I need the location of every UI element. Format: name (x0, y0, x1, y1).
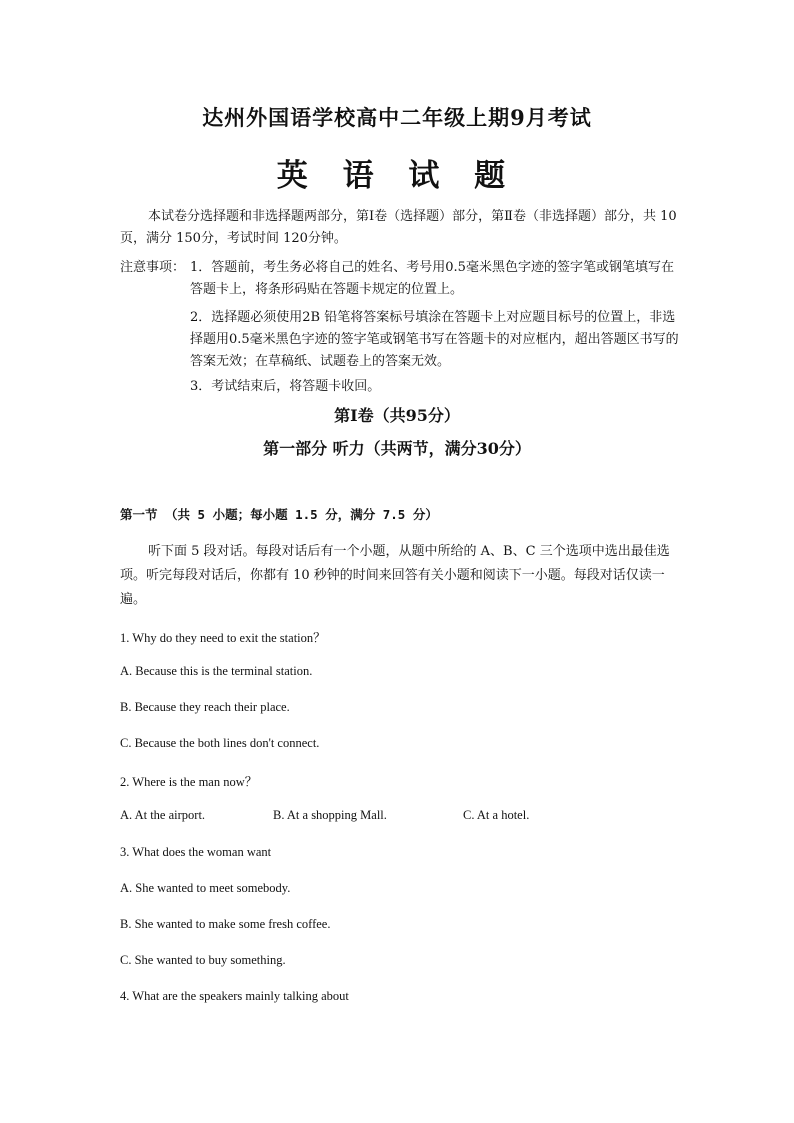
question-3-stem: 3. What does the woman want (120, 845, 272, 859)
question-1-stem: 1. Why do they need to exit the station？ (120, 631, 326, 645)
note-item-3: 3．考试结束后，将答题卡收回。 (190, 379, 381, 394)
question-3-option-a: A. She wanted to meet somebody. (120, 881, 291, 895)
part-title: 第一部分 听力（共两节，满分30分） (263, 439, 531, 458)
volume-title: 第Ⅰ卷（共95分） (334, 406, 460, 425)
question-1-option-a: A. Because this is the terminal station. (120, 664, 313, 678)
school-title: 达州外国语学校高中二年级上期9月考试 (202, 105, 592, 130)
question-3-option-c: C. She wanted to buy something. (120, 953, 286, 967)
intro-paragraph: 本试卷分选择题和非选择题两部分，第Ⅰ卷（选择题）部分，第Ⅱ卷（非选择题）部分，共 10页，满分 150分，考试时间 120分钟。 (120, 209, 677, 246)
question-1-option-b: B. Because they reach their place. (120, 700, 290, 714)
note-item-1: 1．答题前，考生务必将自己的姓名、考号用0.5毫米黑色字迹的签字笔或钢笔填写在答题卡上，将条形码贴在答题卡规定的位置上。 (190, 260, 674, 297)
question-4-stem: 4. What are the speakers mainly talking about (120, 989, 349, 1003)
question-1-option-c: C. Because the both lines don't connect. (120, 736, 320, 750)
subject-title: 英 语 试 题 (276, 158, 518, 194)
question-3-option-b: B. She wanted to make some fresh coffee. (120, 917, 331, 931)
subsection-title: 第一节 （共 5 小题；每小题 1.5 分，满分 7.5 分） (120, 507, 438, 522)
question-2-option-a: A. At the airport. (120, 808, 206, 822)
question-2-stem: 2. Where is the man now？ (120, 775, 258, 789)
notes-label: 注意事项： (120, 260, 186, 275)
question-2-option-b: B. At a shopping Mall. (273, 808, 387, 822)
question-2-option-c: C. At a hotel. (463, 808, 530, 822)
listening-instructions: 听下面 5 段对话。每段对话后有一个小题，从题中所给的 A、B、C 三个选项中选出最佳选项。听完每段对话后，你都有 10 秒钟的时间来回答有关小题和阅读下一小题。每段对话仅读一遍。 (120, 544, 670, 607)
note-item-2: 2．选择题必须使用2B 铅笔将答案标号填涂在答题卡上对应题目标号的位置上，非选择题用0.5毫米黑色字迹的签字笔或钢笔书写在答题卡的对应框内，超出答题区书写的答案无效；在草稿纸、试题卷上的答案无效。 (190, 310, 679, 369)
